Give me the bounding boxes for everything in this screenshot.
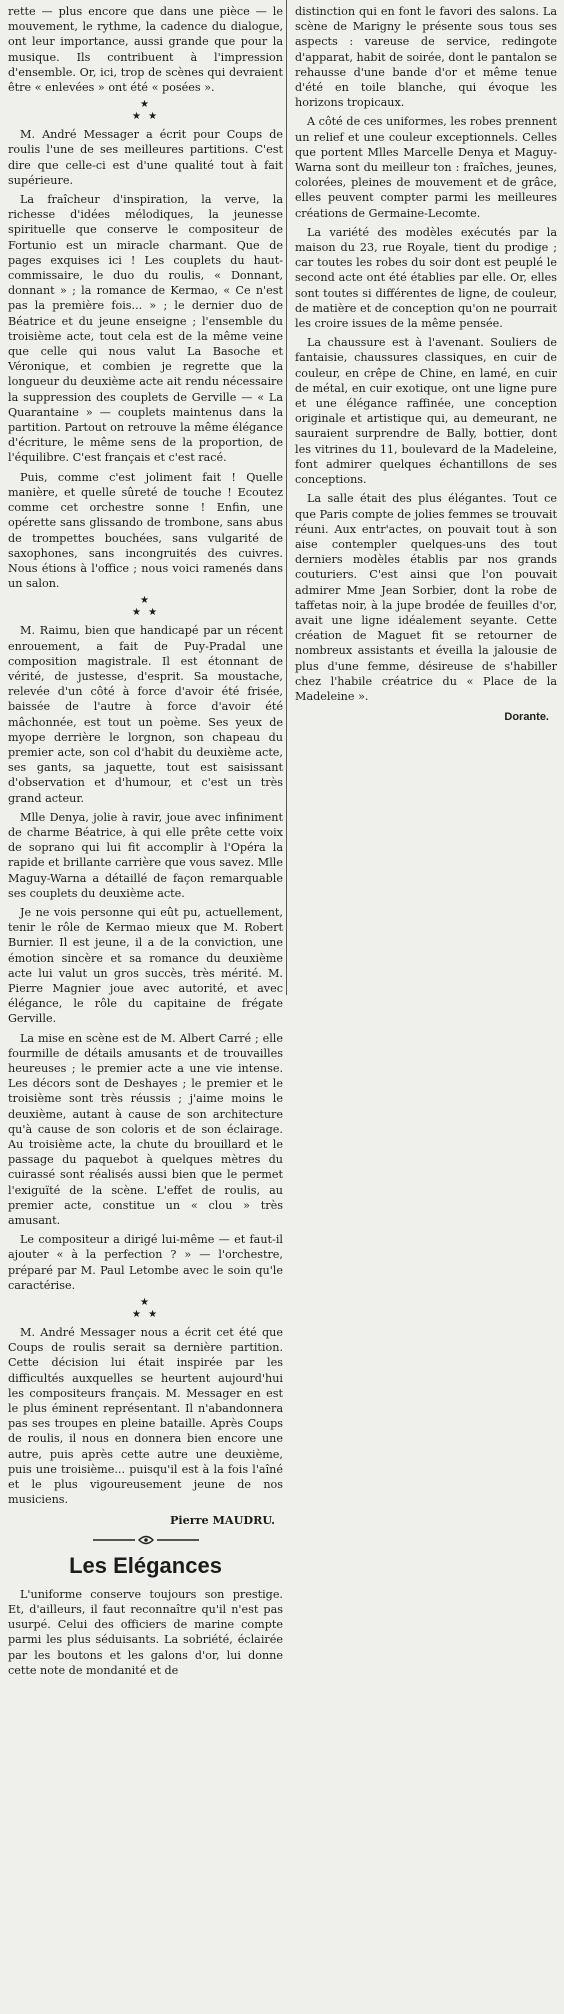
elegances-paragraph: L'uniforme conserve toujours son prestige. Et, d'ailleurs, il faut reconnaître qu'il n'est pas usurpé. Celui des officiers de marine compte parmi les plus séduisants. La sobriété, éclairée par les boutons et les galons d'or, lui donne cette note de mondanité et de — [8, 1587, 283, 1677]
review-paragraph: rette — plus encore que dans une pièce — le mouvement, le rythme, la cadence du dialogue, ont leur importance, aussi grande que pour la musique. Ils contribuent à l'impression d'ensemble. Or, ici, trop de scènes qui devraient être « enlevées » ont été « posées ». — [8, 5, 283, 95]
review-paragraph: M. Raimu, bien que handicapé par un récent enrouement, a fait de Puy-Pradal une composition magistrale. Il est étonnant de vérité, de justesse, d'esprit. Sa moustache, relevée d'un côté à force d'avoir été frisée, baissée de l'autre à force d'avoir été mâchonnée, est tout un poème. Ses yeux de myope derrière le lorgnon, son chapeau du premier acte, son col d'habit du deuxième acte, ses gants, sa jaquette, tout est saisissant d'observation et d'humour, et c'est un très grand acteur. — [8, 624, 283, 805]
elegances-paragraph: La chaussure est à l'avenant. Souliers de fantaisie, chaussures classiques, en cuir de couleur, en crêpe de Chine, en lamé, en cuir de métal, en cuir exotique, ont une ligne pure et une élégance raffinée, une conception originale et artistique qui, au demeurant, ne sauraient surprendre de Bally, bottier, dont les vitrines du 11, boulevard de la Madeleine, font admirer quelques échantillons de ses conceptions. — [295, 336, 557, 487]
review-paragraph: Mlle Denya, jolie à ravir, joue avec infiniment de charme Béatrice, à qui elle prête cette voix de soprano qui lui fit accomplir à l'Opéra la rapide et brillante carrière que vous savez. Mlle Maguy-Warna a détaillé de façon remarquable ses couplets du deuxième acte. — [8, 810, 283, 900]
section-separator: ★ ★ ★ — [131, 99, 160, 123]
review-paragraph: La fraîcheur d'inspiration, la verve, la richesse d'idées mélodiques, la jeunesse spirituelle que conserve le compositeur de Fortunio est un miracle charmant. Que de pages exquises ici ! Les couplets du haut-commissaire, le duo du roulis, « Donnant, donnant » ; la romance de Kermao, « Ce n'est pas la première fois... » ; le dernier duo de Béatrice et du jeune enseigne ; l'ensemble du troisième acte, tout cela est de la même veine que celle qui nous valut La Basoche et Véronique, et combien je regrette que la longueur du deuxième acte ait rendu nécessaire la suppression des couplets de Gerville — « La Quarantaine » — couplets maintenus dans la partition. Partout on retrouve la même élégance d'écriture, le même sens de la proportion, de l'équilibre. C'est français et c'est racé. — [8, 193, 283, 465]
elegances-paragraph: La salle était des plus élégantes. Tout ce que Paris compte de jolies femmes se trouvait réuni. Aux entr'actes, on pouvait tout à son aise contempler quelques-uns des tout derniers modèles établis par nos grands couturiers. C'est ainsi que l'on pouvait admirer Mme Jean Sorbier, dont la robe de taffetas noir, à la jupe brodée de feuilles d'or, avait une ligne idéalement seyante. Cette création de Maguet fit se retourner de nombreux assistants et éveilla la jalousie de plus d'une femme, désireuse de s'habiller chez l'habile créatrice du « Place de la Madeleine ». — [295, 492, 557, 703]
author-signature: Pierre MAUDRU. — [169, 1513, 275, 1528]
section-separator: ★ ★ ★ — [131, 595, 160, 619]
elegances-paragraph: distinction qui en font le favori des salons. La scène de Marigny le présente sous tous ses aspects : vareuse de service, redingote d'apparat, habit de soirée, dont le pantalon se rehausse d'une bande d'or et même tenue d'été en toile blanche, qui évoque les horizons tropicaux. — [295, 5, 557, 110]
section-heading: Les Elégances — [69, 1552, 222, 1578]
left-column — [8, 4, 283, 1682]
column-divider — [286, 0, 287, 995]
right-column — [295, 4, 557, 729]
elegances-paragraph: La variété des modèles exécutés par la maison du 23, rue Royale, tient du prodige ; car toutes les robes du soir dont est peuplé le second acte ont été établies par elle. Or, elles sont toutes si différentes de ligne, de couleur, de matière et de conception qu'on ne pourrait les croire issues de la même pensée. — [295, 225, 557, 331]
elegances-paragraph: A côté de ces uniformes, les robes prennent un relief et une couleur exceptionnels. Celles que portent Mlles Marcelle Denya et Maguy-Warna sont du meilleur ton : fraîches, jeunes, colorées, pleines de mouvement et de grâce, elles peuvent compter parmi les meilleures créations de Germaine-Lecomte. — [295, 115, 557, 220]
review-paragraph: La mise en scène est de M. Albert Carré ; elle fourmille de détails amusants et de trouvailles heureuses ; le premier acte a une vie intense. Les décors sont de Deshayes ; le premier et le troisième sont très réussis ; j'aime moins le deuxième, autant à cause de son architecture qu'à cause de son coloris et de son éclairage. Au troisième acte, la chute du brouillard et le passage du paquebot à quelques mètres du cuirassé sont réalisés aussi bien que le permet l'exiguïté de la scène. L'effet de roulis, au premier acte, constitue un « clou » très amusant. — [8, 1031, 283, 1228]
review-paragraph: Je ne vois personne qui eût pu, actuellement, tenir le rôle de Kermao mieux que M. Robert Burnier. Il est jeune, il a de la conviction, une émotion sincère et sa romance du deuxième acte lui valut un gros succès, très mérité. M. Pierre Magnier joue avec autorité, et avec élégance, le rôle du capitaine de frégate Gerville. — [8, 905, 283, 1026]
author-signature: Dorante. — [504, 711, 549, 724]
ornament-divider-icon — [91, 1533, 201, 1547]
review-paragraph: Puis, comme c'est joliment fait ! Quelle manière, et quelle sûreté de touche ! Ecoutez comme cet orchestre sonne ! Enfin, une opérette sans glissando de trombone, sans abus de trompettes bouchées, sans vulgarité de saxophones, sans incongruités des cuivres. Nous étions à l'office ; nous voici ramenés dans un salon. — [8, 470, 283, 591]
review-paragraph: Le compositeur a dirigé lui-même — et faut-il ajouter « à la perfection ? » — l'orchestre, préparé par M. Paul Letombe avec le soin qu'le caractérise. — [8, 1233, 283, 1292]
review-paragraph: M. André Messager a écrit pour Coups de roulis l'une de ses meilleures partitions. C'est dire que celle-ci est d'une qualité tout à fait supérieure. — [8, 128, 283, 187]
review-paragraph: M. André Messager nous a écrit cet été que Coups de roulis serait sa dernière partition. Cette décision lui était inspirée par les difficultés auxquelles se heurtent aujourd'hui les compositeurs français. M. Messager en est le plus éminent représentant. Il n'abandonnera pas ses troupes en pleine bataille. Après Coups de roulis, il nous en donnera bien encore une autre, puis après cette autre une deuxième, puis une troisième... puisqu'il est à la fois l'aîné et le plus vigoureusement jeune de nos musiciens. — [8, 1326, 283, 1507]
section-separator: ★ ★ ★ — [131, 1297, 160, 1321]
